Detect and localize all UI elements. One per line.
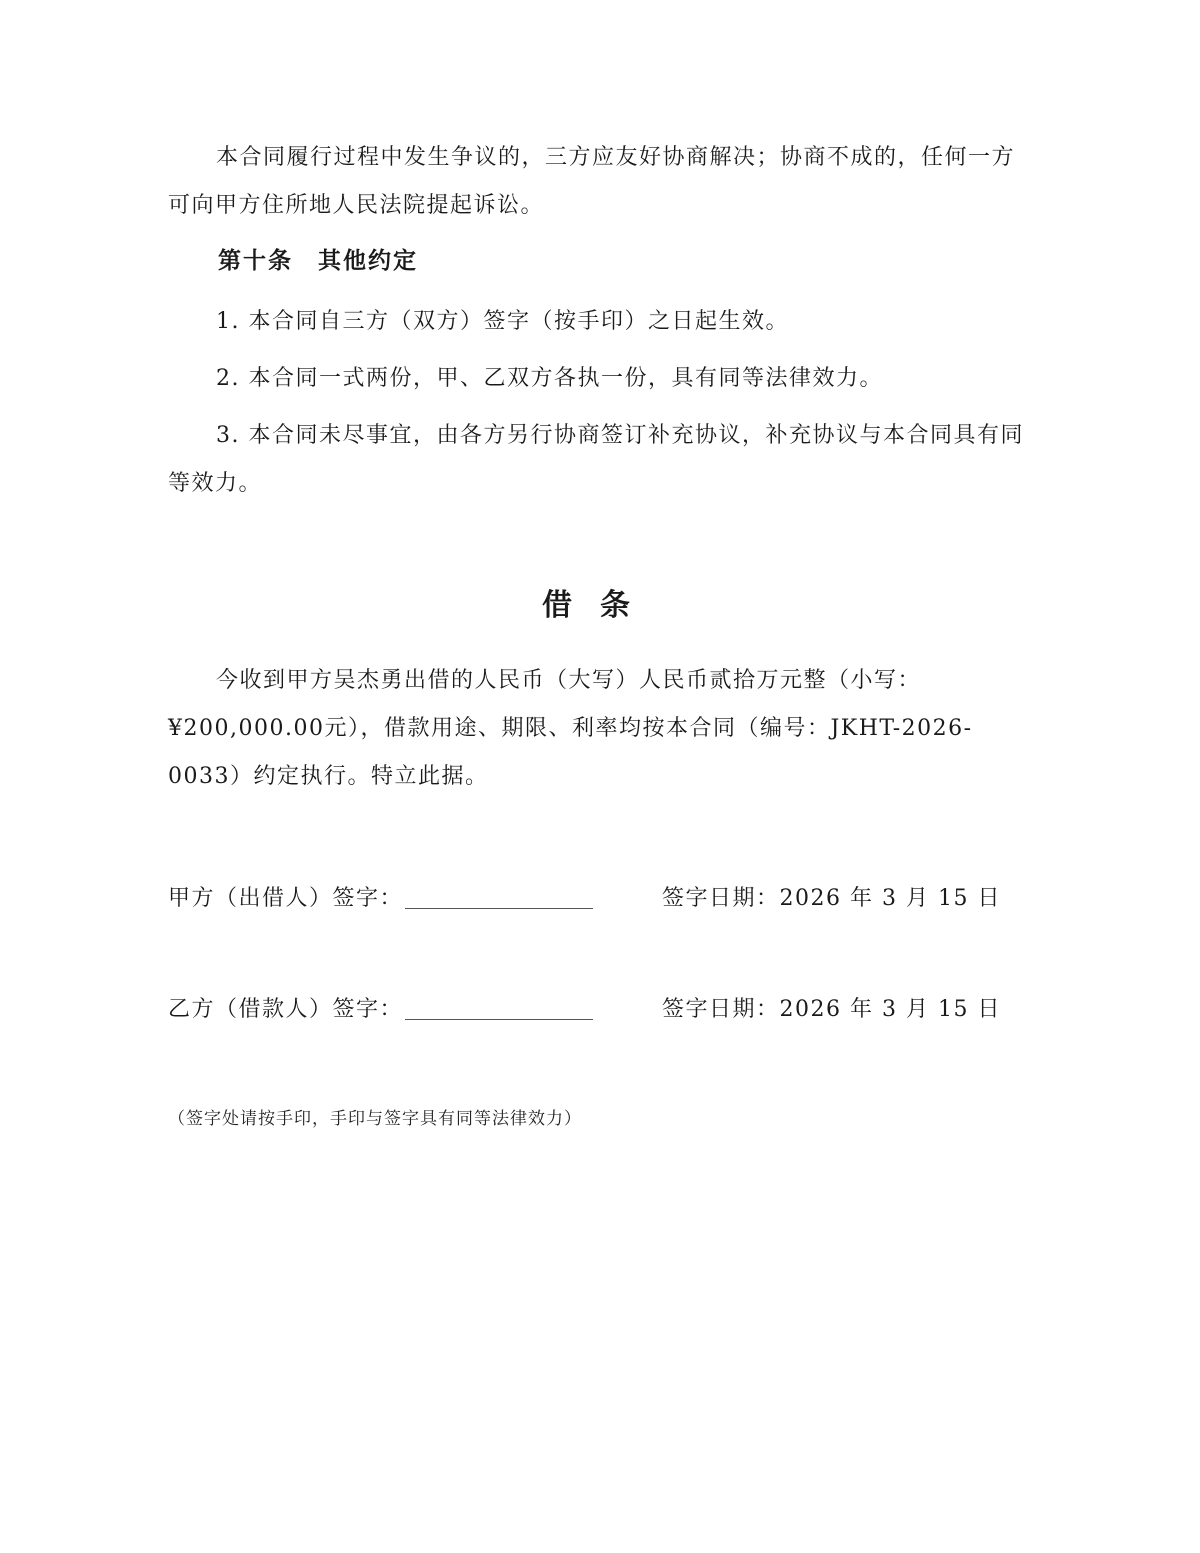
party-b-sign-date: 签字日期：2026 年 3 月 15 日 — [662, 997, 1001, 1022]
article-10-item-3: 3. 本合同未尽事宜，由各方另行协商签订补充协议，补充协议与本合同具有同等效力。 — [168, 423, 1024, 496]
dispute-clause: 本合同履行过程中发生争议的，三方应友好协商解决；协商不成的，任何一方可向甲方住所地人民法院提起诉讼。 — [168, 145, 1016, 218]
article-10-item-1: 1. 本合同自三方（双方）签字（按手印）之日起生效。 — [216, 309, 789, 334]
party-a-sign-date: 签字日期：2026 年 3 月 15 日 — [662, 886, 1001, 911]
fingerprint-note: （签字处请按手印，手印与签字具有同等法律效力） — [168, 1109, 582, 1129]
article-10-item-2: 2. 本合同一式两份，甲、乙双方各执一份，具有同等法律效力。 — [216, 366, 883, 391]
party-b-signature-blank[interactable] — [405, 997, 593, 1020]
iou-title: 借条 — [542, 588, 658, 623]
party-a-signature-blank[interactable] — [405, 886, 593, 909]
party-a-signature — [168, 884, 593, 914]
party-b-signature-label: 乙方（借款人）签字： — [168, 997, 404, 1022]
party-a-signature-label: 甲方（出借人）签字： — [168, 886, 404, 911]
article-10-heading: 第十条 其他约定 — [218, 247, 418, 274]
party-b-signature — [168, 995, 593, 1025]
iou-body: 今收到甲方吴杰勇出借的人民币（大写）人民币贰拾万元整（小写：¥200,000.00元），借款用途、期限、利率均按本合同（编号：JKHT-2026-0033）约定执行。特立此据。 — [168, 668, 973, 789]
